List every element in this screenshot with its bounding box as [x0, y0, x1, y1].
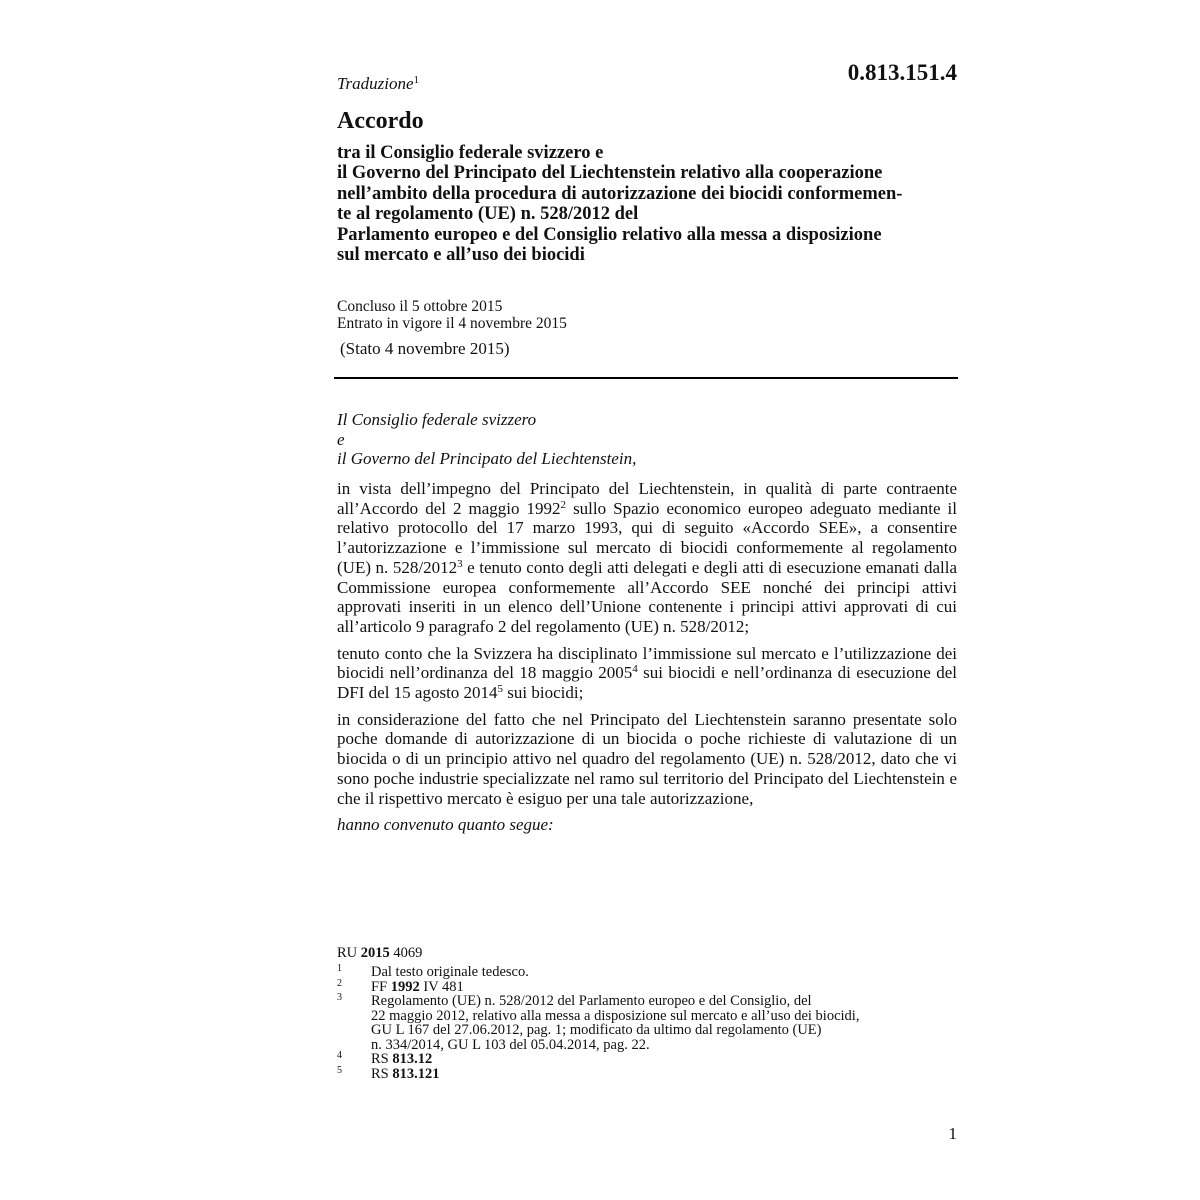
footnote-ref-3[interactable]: 3	[457, 557, 463, 570]
footnote-line: n. 334/2014, GU L 103 del 05.04.2014, pag. 22.	[371, 1036, 650, 1053]
subtitle-line: il Governo del Principato del Liechtenstein relativo alla cooperazione	[337, 163, 883, 184]
subtitle-line: nell’ambito della procedura di autorizzazione dei biocidi conformemen-	[337, 183, 903, 204]
footnotes	[337, 965, 937, 1081]
footnote-number: 2	[337, 977, 342, 989]
party-conjunction: e	[337, 429, 345, 449]
footnote-number: 4	[337, 1050, 342, 1061]
footnote-ref-2[interactable]: 2	[560, 498, 567, 511]
horizontal-rule	[334, 377, 958, 379]
ru-reference	[337, 945, 422, 962]
footnote-ref-1[interactable]: 1	[413, 74, 420, 86]
footnote-text: RS	[371, 1065, 393, 1082]
p2-text-a: tenuto conto che la Svizzera ha disciplinato l’immissione sul mercato e l’utilizzazione dei biocidi nell’ordinanza del 18 maggio 2005	[337, 643, 957, 683]
subtitle-line: Parlamento europeo e del Consiglio relativo alla messa a disposizione	[337, 224, 882, 245]
p2-text-b: sui biocidi e nell’ordinanza di esecuzione del DFI del 15 agosto 2014	[337, 663, 957, 703]
subtitle-line: te al regolamento (UE) n. 528/2012 del	[337, 204, 639, 225]
party-liechtenstein: il Governo del Principato del Liechtenstein,	[337, 449, 637, 468]
translation-text: Traduzione	[337, 74, 414, 93]
footnote-text: Dal testo originale tedesco.	[371, 964, 529, 980]
ru-page: 4069	[393, 945, 423, 961]
document-subtitle	[337, 143, 962, 265]
ru-prefix: RU	[337, 945, 358, 961]
subtitle-line: sul mercato e all’uso dei biocidi	[337, 245, 585, 266]
p1-text-c: e tenuto conto degli atti delegati e degli atti di esecuzione emanati dalla Commissione europea conformemente all’Accordo SEE nonché dei principi attivi approvati inseriti in un elenco dell’Unione contenente i principi attivi approvati di cui all’articolo 9 paragrafo 2 del regolamento (UE) n. 528/2012;	[337, 557, 957, 636]
dates-block	[337, 298, 567, 332]
footnote-number: 1	[337, 963, 342, 974]
translation-label	[337, 74, 419, 94]
preamble-conclusion: hanno convenuto quanto segue:	[337, 815, 554, 835]
preamble-paragraph-3: in considerazione del fatto che nel Principato del Liechtenstein saranno presentate solo poche domande di autorizzazione di un biocida o poche richieste di valutazione di un biocida o di un principio attivo nel quadro del regolamento (UE) n. 528/2012, dato che vi sono poche industrie specializzate nel ramo sul territorio del Principato del Liechtenstein e che il rispettivo mercato è esiguo per una tale autorizzazione,	[337, 709, 957, 808]
footnote-4	[337, 1052, 937, 1067]
footnote-bold: 813.121	[392, 1065, 440, 1082]
p1-text-b: sullo Spazio economico europeo adeguato mediante il relativo protocollo del 17 marzo 1993, qui di seguito «Accordo SEE», a consentire l’autorizzazione e l’immissione sul mercato di biocidi conformemente al regolamento (UE) n. 528/2012	[337, 498, 957, 577]
page-number: 1	[948, 1124, 957, 1143]
p1-text-a: in vista dell’impegno del Principato del Liechtenstein, in qualità di parte contraente all’Accordo del 2 maggio 1992	[337, 479, 957, 518]
in-force-date: Entrato in vigore il 4 novembre 2015	[337, 315, 567, 332]
footnote-3	[337, 994, 937, 1052]
footnote-line: Regolamento (UE) n. 528/2012 del Parlamento europeo e del Consiglio, del	[371, 993, 812, 1009]
footnote-ref-4[interactable]: 4	[632, 663, 638, 676]
footnote-text: IV 481	[419, 978, 464, 995]
footnote-text: RS	[371, 1051, 393, 1067]
footnote-bold: 1992	[390, 978, 420, 995]
footnote-number: 5	[337, 1064, 342, 1076]
preamble-paragraph-1	[337, 479, 957, 637]
concluded-date: Concluso il 5 ottobre 2015	[337, 298, 503, 315]
footnote-5	[337, 1064, 937, 1082]
sr-number: 0.813.151.4	[847, 60, 957, 85]
subtitle-line: tra il Consiglio federale svizzero e	[337, 143, 604, 163]
footnote-line: 22 maggio 2012, relativo alla messa a disposizione sul mercato e all’uso dei biocidi,	[371, 1007, 860, 1024]
preamble-paragraph-2	[337, 644, 957, 703]
footnote-ref-5[interactable]: 5	[497, 683, 504, 696]
footnote-2	[337, 977, 937, 995]
footnote-1	[337, 965, 937, 980]
footnote-number: 3	[337, 992, 342, 1003]
party-swiss: Il Consiglio federale svizzero	[337, 410, 537, 429]
ru-year: 2015	[360, 945, 390, 961]
footnote-line: GU L 167 del 27.06.2012, pag. 1; modificato da ultimo dal regolamento (UE)	[371, 1022, 822, 1038]
document-title: Accordo	[337, 108, 424, 134]
parties-block	[337, 410, 636, 469]
p2-text-c: sui biocidi;	[503, 683, 584, 703]
footnote-text: FF	[371, 978, 391, 995]
preamble	[337, 479, 957, 842]
footnote-bold: 813.12	[392, 1051, 433, 1067]
state-date: (Stato 4 novembre 2015)	[340, 339, 510, 358]
